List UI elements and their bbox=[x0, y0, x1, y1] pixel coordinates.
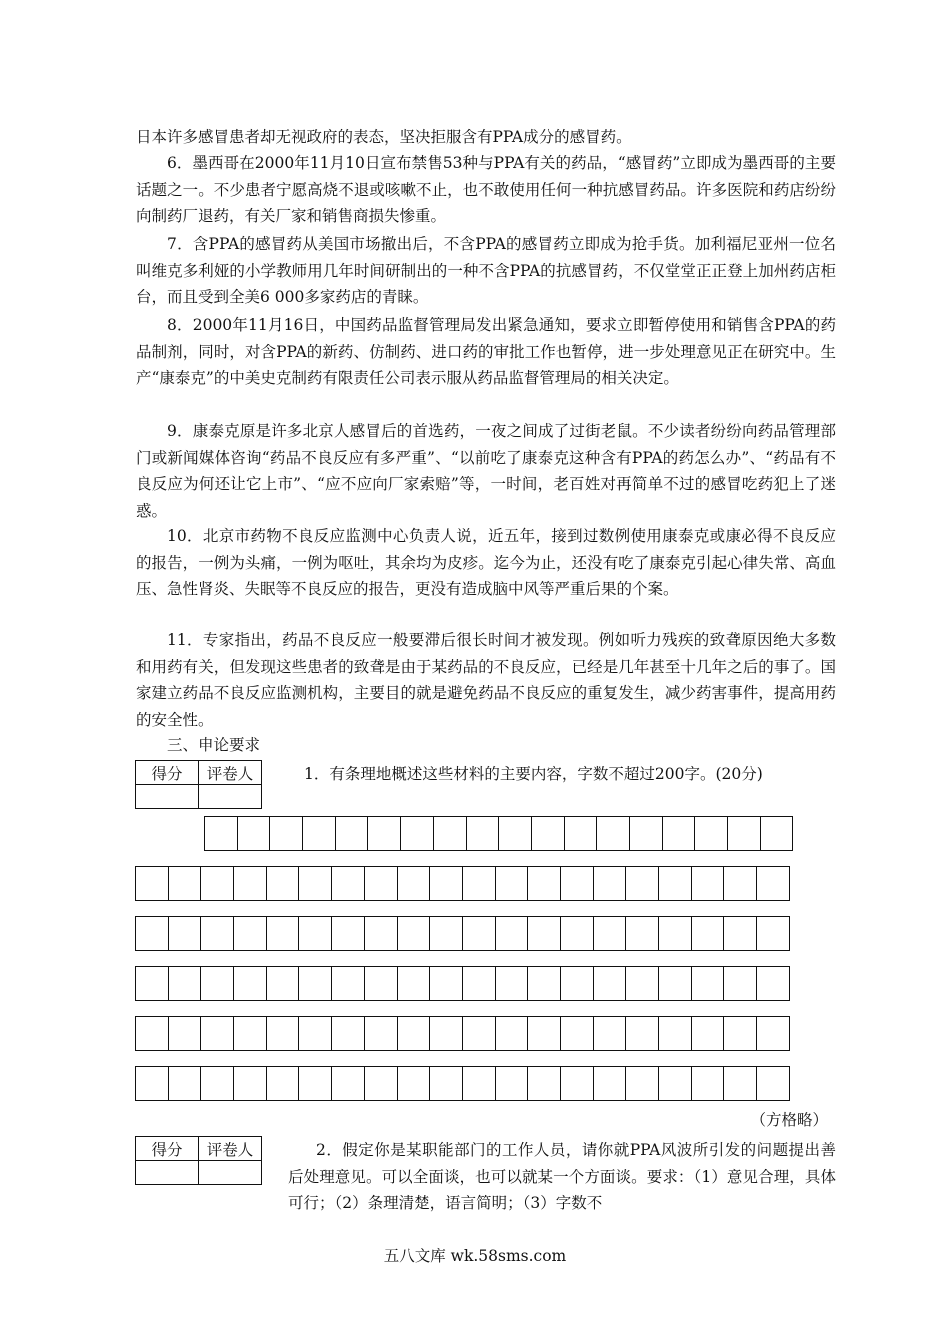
answer-cell[interactable] bbox=[527, 1016, 561, 1051]
answer-grid-row bbox=[135, 866, 790, 901]
answer-cell[interactable] bbox=[495, 966, 529, 1001]
question-1: 1．有条理地概述这些材料的主要内容，字数不超过200字。(20分) bbox=[304, 765, 763, 783]
answer-cell[interactable] bbox=[335, 816, 369, 851]
answer-cell[interactable] bbox=[429, 866, 463, 901]
answer-cell[interactable] bbox=[756, 916, 790, 951]
answer-cell[interactable] bbox=[625, 1066, 659, 1101]
grader-cell[interactable] bbox=[199, 785, 262, 809]
answer-cell[interactable] bbox=[593, 1016, 627, 1051]
answer-cell[interactable] bbox=[429, 966, 463, 1001]
grader-cell[interactable] bbox=[199, 1161, 262, 1185]
answer-cell[interactable] bbox=[691, 866, 725, 901]
answer-cell[interactable] bbox=[135, 866, 169, 901]
answer-cell[interactable] bbox=[135, 1066, 169, 1101]
answer-cell[interactable] bbox=[593, 1066, 627, 1101]
answer-cell[interactable] bbox=[364, 916, 398, 951]
answer-cell[interactable] bbox=[498, 816, 532, 851]
answer-cell[interactable] bbox=[429, 916, 463, 951]
answer-cell[interactable] bbox=[462, 1016, 496, 1051]
answer-cell[interactable] bbox=[462, 866, 496, 901]
answer-cell[interactable] bbox=[723, 866, 757, 901]
answer-cell[interactable] bbox=[560, 916, 594, 951]
answer-cell[interactable] bbox=[400, 816, 434, 851]
answer-cell[interactable] bbox=[462, 916, 496, 951]
score-label: 得分 bbox=[136, 1137, 199, 1161]
answer-cell[interactable] bbox=[233, 1066, 267, 1101]
answer-cell[interactable] bbox=[723, 966, 757, 1001]
answer-cell[interactable] bbox=[331, 916, 365, 951]
answer-cell[interactable] bbox=[433, 816, 467, 851]
answer-cell[interactable] bbox=[233, 916, 267, 951]
answer-cell[interactable] bbox=[495, 916, 529, 951]
answer-cell[interactable] bbox=[266, 916, 300, 951]
answer-cell[interactable] bbox=[560, 866, 594, 901]
paragraph-9: 9．康泰克原是许多北京人感冒后的首选药，一夜之间成了过街老鼠。不少读者纷纷向药品管理部门或新闻媒体咨询“药品不良反应有多严重”、“以前吃了康泰克这种含有PPA的药怎么办”、“药品有不良反应为何还让它上市”、“应不应向厂家索赔”等，一时间，老百姓对再简单不过的感冒吃药犯上了迷惑。 bbox=[136, 422, 836, 520]
answer-grid-row bbox=[135, 1066, 790, 1101]
answer-cell[interactable] bbox=[495, 1066, 529, 1101]
answer-cell[interactable] bbox=[298, 1016, 332, 1051]
answer-cell[interactable] bbox=[694, 816, 728, 851]
answer-cell[interactable] bbox=[560, 966, 594, 1001]
answer-cell[interactable] bbox=[397, 916, 431, 951]
answer-cell[interactable] bbox=[593, 866, 627, 901]
answer-cell[interactable] bbox=[204, 816, 238, 851]
answer-cell[interactable] bbox=[560, 1066, 594, 1101]
answer-grid-row bbox=[135, 1016, 790, 1051]
grid-omitted-note: （方格略） bbox=[750, 1111, 828, 1129]
answer-cell[interactable] bbox=[429, 1016, 463, 1051]
answer-cell[interactable] bbox=[331, 1016, 365, 1051]
score-cell[interactable] bbox=[136, 785, 199, 809]
answer-cell[interactable] bbox=[331, 1066, 365, 1101]
answer-cell[interactable] bbox=[625, 1016, 659, 1051]
answer-cell[interactable] bbox=[625, 916, 659, 951]
answer-cell[interactable] bbox=[658, 1066, 692, 1101]
answer-cell[interactable] bbox=[397, 1016, 431, 1051]
answer-cell[interactable] bbox=[466, 816, 500, 851]
paragraph-6: 6．墨西哥在2000年11月10日宣布禁售53种与PPA有关的药品，“感冒药”立即成为墨西哥的主要话题之一。不少患者宁愿高烧不退或咳嗽不止，也不敢使用任何一种抗感冒药品。许多医院和药店纷纷向制药厂退药，有关厂家和销售商损失惨重。 bbox=[136, 154, 836, 225]
answer-cell[interactable] bbox=[727, 816, 761, 851]
answer-cell[interactable] bbox=[298, 966, 332, 1001]
answer-cell[interactable] bbox=[527, 1066, 561, 1101]
answer-cell[interactable] bbox=[266, 1016, 300, 1051]
answer-cell[interactable] bbox=[397, 866, 431, 901]
answer-cell[interactable] bbox=[200, 1016, 234, 1051]
score-table-1 bbox=[135, 760, 262, 809]
answer-cell[interactable] bbox=[691, 1016, 725, 1051]
answer-cell[interactable] bbox=[495, 1016, 529, 1051]
answer-cell[interactable] bbox=[723, 1066, 757, 1101]
answer-cell[interactable] bbox=[658, 966, 692, 1001]
answer-cell[interactable] bbox=[168, 966, 202, 1001]
answer-cell[interactable] bbox=[233, 1016, 267, 1051]
answer-cell[interactable] bbox=[266, 866, 300, 901]
score-label: 得分 bbox=[136, 761, 199, 785]
answer-cell[interactable] bbox=[302, 816, 336, 851]
answer-cell[interactable] bbox=[625, 966, 659, 1001]
answer-cell[interactable] bbox=[397, 1066, 431, 1101]
answer-cell[interactable] bbox=[135, 966, 169, 1001]
answer-cell[interactable] bbox=[756, 1066, 790, 1101]
score-cell[interactable] bbox=[136, 1161, 199, 1185]
answer-cell[interactable] bbox=[564, 816, 598, 851]
answer-cell[interactable] bbox=[298, 866, 332, 901]
answer-cell[interactable] bbox=[168, 1016, 202, 1051]
answer-cell[interactable] bbox=[658, 916, 692, 951]
answer-cell[interactable] bbox=[233, 966, 267, 1001]
answer-cell[interactable] bbox=[200, 966, 234, 1001]
score-table-2 bbox=[135, 1136, 262, 1185]
answer-cell[interactable] bbox=[135, 916, 169, 951]
answer-cell[interactable] bbox=[298, 1066, 332, 1101]
answer-cell[interactable] bbox=[462, 966, 496, 1001]
answer-cell[interactable] bbox=[625, 866, 659, 901]
answer-cell[interactable] bbox=[593, 916, 627, 951]
answer-cell[interactable] bbox=[658, 1016, 692, 1051]
grader-label: 评卷人 bbox=[199, 761, 262, 785]
answer-cell[interactable] bbox=[135, 1016, 169, 1051]
answer-cell[interactable] bbox=[691, 1066, 725, 1101]
paragraph-11: 11．专家指出，药品不良反应一般要滞后很长时间才被发现。例如听力残疾的致聋原因绝大多数和用药有关，但发现这些患者的致聋是由于某药品的不良反应，已经是几年甚至十几年之后的事了。国家建立药品不良反应监测机构，主要目的就是避免药品不良反应的重复发生，减少药害事件，提高用药的安全性。 bbox=[136, 631, 836, 729]
paragraph-continuation: 日本许多感冒患者却无视政府的表态，坚决拒服含有PPA成分的感冒药。 bbox=[136, 128, 632, 146]
answer-cell[interactable] bbox=[266, 1066, 300, 1101]
answer-cell[interactable] bbox=[168, 866, 202, 901]
answer-grid-row bbox=[204, 816, 793, 851]
answer-cell[interactable] bbox=[331, 966, 365, 1001]
section-heading: 三、申论要求 bbox=[167, 736, 261, 754]
answer-cell[interactable] bbox=[364, 1016, 398, 1051]
answer-cell[interactable] bbox=[691, 916, 725, 951]
answer-cell[interactable] bbox=[495, 866, 529, 901]
answer-cell[interactable] bbox=[266, 966, 300, 1001]
answer-cell[interactable] bbox=[531, 816, 565, 851]
answer-cell[interactable] bbox=[662, 816, 696, 851]
answer-cell[interactable] bbox=[168, 916, 202, 951]
answer-cell[interactable] bbox=[560, 1016, 594, 1051]
answer-cell[interactable] bbox=[364, 966, 398, 1001]
answer-cell[interactable] bbox=[429, 1066, 463, 1101]
answer-grid-row bbox=[135, 916, 790, 951]
answer-cell[interactable] bbox=[298, 916, 332, 951]
answer-cell[interactable] bbox=[527, 966, 561, 1001]
answer-cell[interactable] bbox=[629, 816, 663, 851]
answer-grid-row bbox=[135, 966, 790, 1001]
answer-cell[interactable] bbox=[331, 866, 365, 901]
answer-cell[interactable] bbox=[364, 866, 398, 901]
answer-cell[interactable] bbox=[756, 1016, 790, 1051]
answer-cell[interactable] bbox=[760, 816, 794, 851]
footer-watermark: 五八文库 wk.58sms.com bbox=[383, 1247, 567, 1265]
paragraph-7: 7．含PPA的感冒药从美国市场撤出后，不含PPA的感冒药立即成为抢手货。加利福尼亚州一位名叫维克多利娅的小学教师用几年时间研制出的一种不含PPA的抗感冒药，不仅堂堂正正登上加州药店柜台，而且受到全美6 000多家药店的青睐。 bbox=[136, 235, 836, 306]
answer-cell[interactable] bbox=[723, 1016, 757, 1051]
answer-cell[interactable] bbox=[200, 1066, 234, 1101]
answer-cell[interactable] bbox=[756, 966, 790, 1001]
answer-cell[interactable] bbox=[658, 866, 692, 901]
answer-cell[interactable] bbox=[237, 816, 271, 851]
answer-cell[interactable] bbox=[367, 816, 401, 851]
answer-cell[interactable] bbox=[527, 916, 561, 951]
answer-cell[interactable] bbox=[593, 966, 627, 1001]
answer-cell[interactable] bbox=[462, 1066, 496, 1101]
paragraph-10: 10．北京市药物不良反应监测中心负责人说，近五年，接到过数例使用康泰克或康必得不良反应的报告，一例为头痛，一例为呕吐，其余均为皮疹。迄今为止，还没有吃了康泰克引起心律失常、高血压、急性肾炎、失眠等不良反应的报告，更没有造成脑中风等严重后果的个案。 bbox=[136, 527, 836, 598]
answer-cell[interactable] bbox=[269, 816, 303, 851]
paragraph-8: 8．2000年11月16日，中国药品监督管理局发出紧急通知，要求立即暂停使用和销售含PPA的药品制剂，同时，对含PPA的新药、仿制药、进口药的审批工作也暂停，进一步处理意见正在研究中。生产“康泰克”的中美史克制药有限责任公司表示服从药品监督管理局的相关决定。 bbox=[136, 316, 836, 387]
answer-cell[interactable] bbox=[233, 866, 267, 901]
answer-cell[interactable] bbox=[596, 816, 630, 851]
answer-cell[interactable] bbox=[200, 866, 234, 901]
answer-cell[interactable] bbox=[364, 1066, 398, 1101]
grader-label: 评卷人 bbox=[199, 1137, 262, 1161]
answer-cell[interactable] bbox=[168, 1066, 202, 1101]
answer-cell[interactable] bbox=[397, 966, 431, 1001]
answer-cell[interactable] bbox=[691, 966, 725, 1001]
answer-cell[interactable] bbox=[756, 866, 790, 901]
question-2: 2．假定你是某职能部门的工作人员，请你就PPA风波所引发的问题提出善后处理意见。可以全面谈，也可以就某一个方面谈。要求：（1）意见合理，具体可行；（2）条理清楚，语言简明；（3）字数不 bbox=[288, 1141, 836, 1212]
answer-cell[interactable] bbox=[527, 866, 561, 901]
answer-cell[interactable] bbox=[200, 916, 234, 951]
answer-cell[interactable] bbox=[723, 916, 757, 951]
